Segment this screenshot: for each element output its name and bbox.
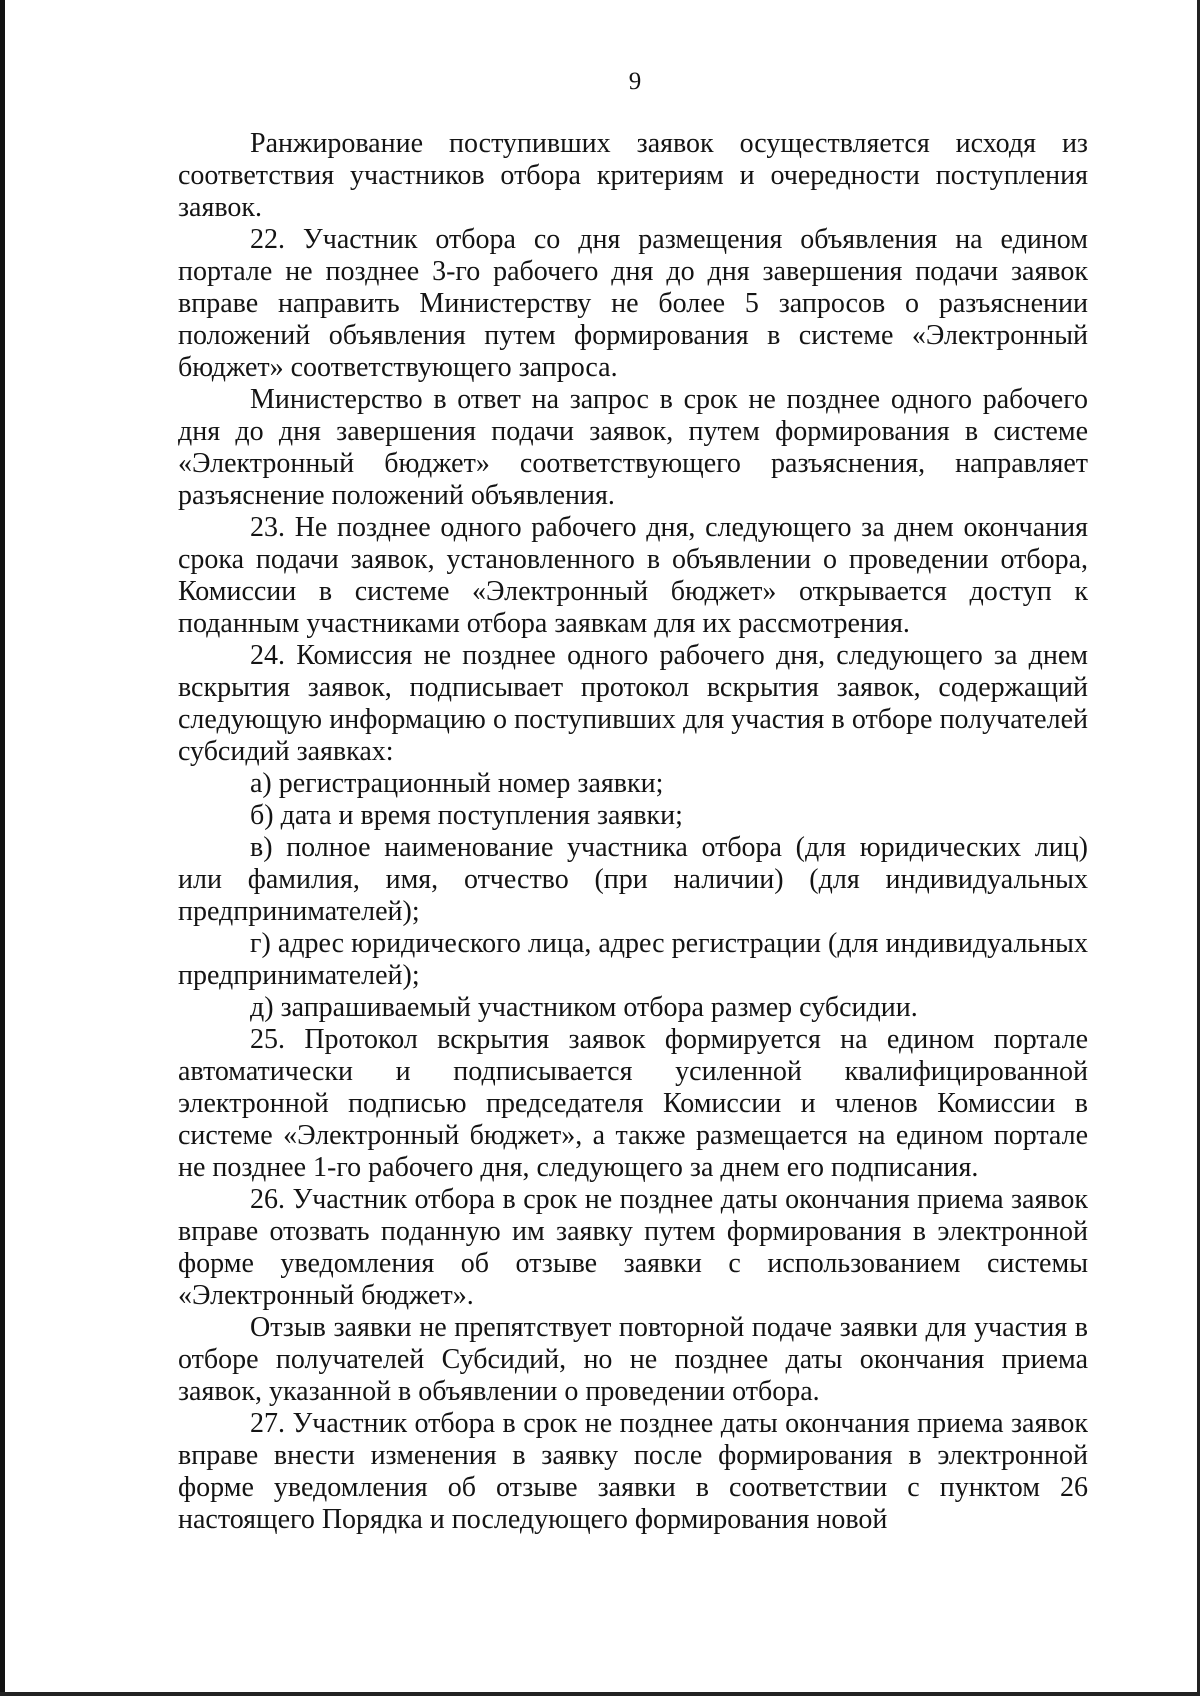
paragraph-ministry-reply: Министерство в ответ на запрос в срок не позднее одного рабочего дня до дня завершения подачи заявок, путем формирования в системе «Электронный бюджет» соответствующего разъяснения, направляет разъяснение положений объявления.: [178, 384, 1088, 511]
document-body: [178, 128, 1088, 1536]
scan-edge-bottom: [0, 1692, 1200, 1696]
list-item-a: а) регистрационный номер заявки;: [250, 768, 664, 799]
list-item-g: г) адрес юридического лица, адрес регистрации (для индивидуальных предпринимателей);: [178, 928, 1088, 991]
paragraph-23: 23. Не позднее одного рабочего дня, следующего за днем окончания срока подачи заявок, установленного в объявлении о проведении отбора, Комиссии в системе «Электронный бюджет» открывается доступ к поданным участниками отбора заявкам для их рассмотрения.: [178, 512, 1088, 639]
paragraph-25: 25. Протокол вскрытия заявок формируется на едином портале автоматически и подписывается усиленной квалифицированной электронной подписью председателя Комиссии и членов Комиссии в системе «Электронный бюджет», а также размещается на едином портале не позднее 1-го рабочего дня, следующего за днем его подписания.: [178, 1024, 1088, 1183]
list-item-d: д) запрашиваемый участником отбора размер субсидии.: [250, 992, 918, 1023]
scan-edge-left: [0, 0, 5, 1696]
paragraph-withdrawal: Отзыв заявки не препятствует повторной подаче заявки для участия в отборе получателей Субсидий, но не позднее даты окончания приема заявок, указанной в объявлении о проведении отбора.: [178, 1312, 1088, 1407]
paragraph-24: 24. Комиссия не позднее одного рабочего дня, следующего за днем вскрытия заявок, подписывает протокол вскрытия заявок, содержащий следующую информацию о поступивших для участия в отборе получателей субсидий заявках:: [178, 640, 1088, 767]
page-number: 9: [628, 68, 642, 95]
paragraph-26: 26. Участник отбора в срок не позднее даты окончания приема заявок вправе отозвать поданную им заявку путем формирования в электронной форме уведомления об отзыве заявки с использованием системы «Электронный бюджет».: [178, 1184, 1088, 1311]
list-item-v: в) полное наименование участника отбора (для юридических лиц) или фамилия, имя, отчество (при наличии) (для индивидуальных предпринимателей);: [178, 832, 1088, 927]
paragraph-ranking: Ранжирование поступивших заявок осуществляется исходя из соответствия участников отбора критериям и очередности поступления заявок.: [178, 128, 1088, 223]
paragraph-27: 27. Участник отбора в срок не позднее даты окончания приема заявок вправе внести изменения в заявку после формирования в электронной форме уведомления об отзыве заявки в соответствии с пунктом 26 настоящего Порядка и последующего формирования новой: [178, 1408, 1088, 1535]
paragraph-22: 22. Участник отбора со дня размещения объявления на едином портале не позднее 3-го рабочего дня до дня завершения подачи заявок вправе направить Министерству не более 5 запросов о разъяснении положений объявления путем формирования в системе «Электронный бюджет» соответствующего запроса.: [178, 224, 1088, 383]
list-item-b: б) дата и время поступления заявки;: [250, 800, 683, 831]
